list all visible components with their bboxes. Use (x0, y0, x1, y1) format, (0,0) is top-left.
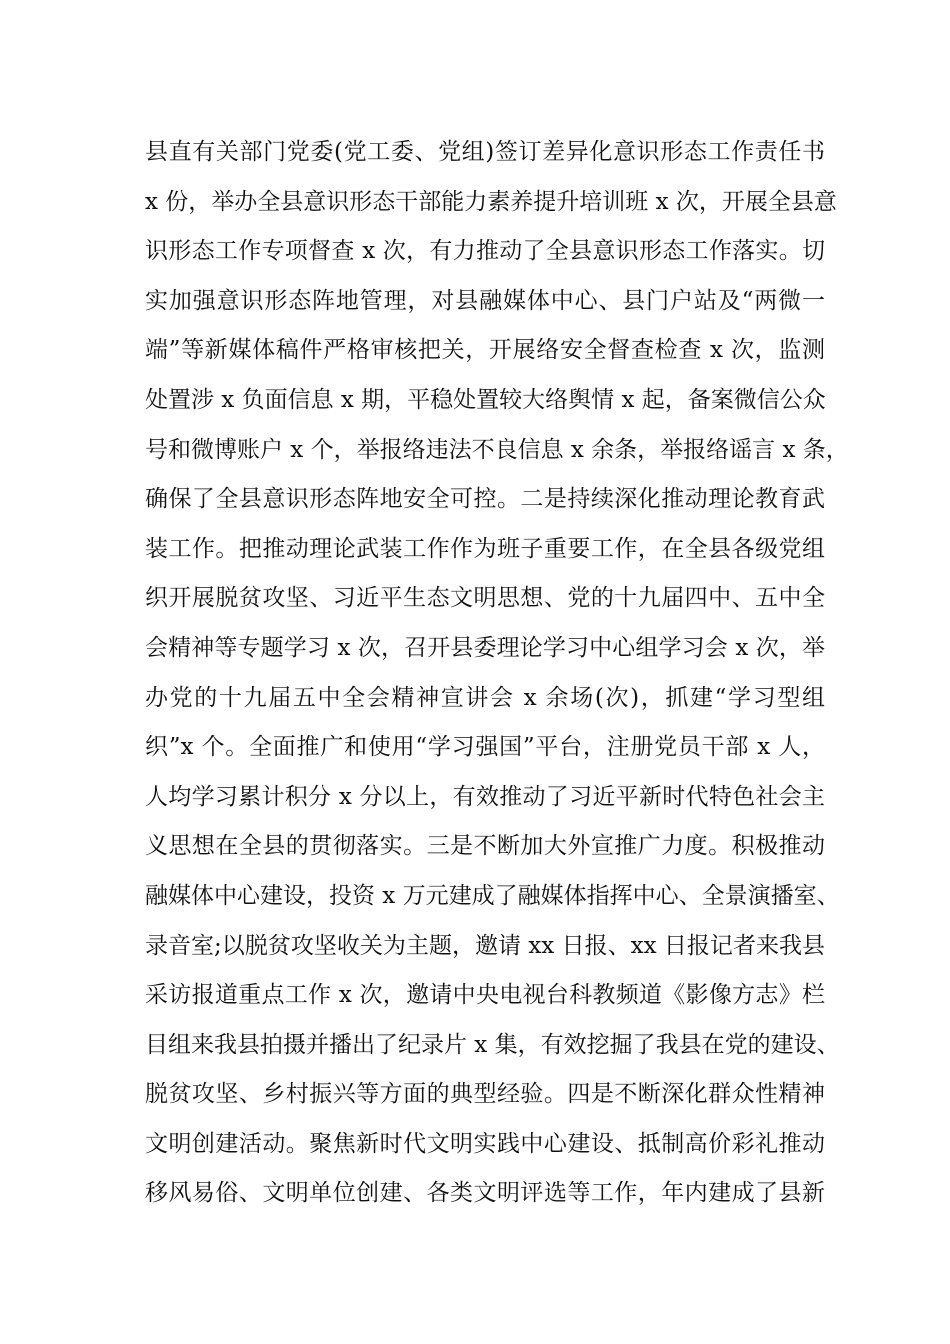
text-line: 融媒体中心建设，投资 x 万元建成了融媒体指挥中心、全景演播室、 (145, 882, 840, 909)
text-line: 脱贫攻坚、乡村振兴等方面的典型经验。四是不断深化群众性精神 (145, 1081, 825, 1108)
text-line: 移风易俗、文明单位创建、各类文明评选等工作，年内建成了县新 (145, 1180, 825, 1207)
text-line: 实加强意识形态阵地管理，对县融媒体中心、县门户站及“两微一 (145, 287, 825, 314)
text-line: x 份，举办全县意识形态干部能力素养提升培训班 x 次，开展全县意 (145, 188, 837, 215)
text-line: 义思想在全县的贯彻落实。三是不断加大外宣推广力度。积极推动 (145, 833, 825, 860)
text-line: 采访报道重点工作 x 次，邀请中央电视台科教频道《影像方志》栏 (145, 982, 825, 1009)
body-paragraph (145, 128, 849, 1219)
text-line: 识形态工作专项督查 x 次，有力推动了全县意识形态工作落实。切 (145, 238, 825, 265)
text-line: 会精神等专题学习 x 次，召开县委理论学习中心组学习会 x 次，举 (145, 634, 825, 661)
text-line: 文明创建活动。聚焦新时代文明实践中心建设、抵制高价彩礼推动 (145, 1130, 825, 1157)
text-line: 装工作。把推动理论武装工作作为班子重要工作，在全县各级党组 (145, 535, 825, 562)
text-line: 县直有关部门党委(党工委、党组)签订差异化意识形态工作责任书 (145, 139, 825, 165)
text-line: 人均学习累计积分 x 分以上，有效推动了习近平新时代特色社会主 (145, 783, 825, 810)
text-line: 织”x 个。全面推广和使用“学习强国”平台，注册党员干部 x 人， (145, 734, 825, 761)
text-line: 确保了全县意识形态阵地安全可控。二是持续深化推动理论教育武 (145, 486, 825, 513)
text-line: 处置涉 x 负面信息 x 期，平稳处置较大络舆情 x 起，备案微信公众 (145, 386, 826, 413)
text-line: 录音室;以脱贫攻坚收关为主题，邀请 xx 日报、xx 日报记者来我县 (145, 932, 825, 959)
text-line: 号和微博账户 x 个，举报络违法不良信息 x 余条，举报络谣言 x 条， (145, 436, 849, 463)
text-line: 办党的十九届五中全会精神宣讲会 x 余场(次)，抓建“学习型组 (145, 684, 825, 711)
text-line: 端”等新媒体稿件严格审核把关，开展络安全督查检查 x 次，监测 (145, 337, 825, 364)
text-line: 织开展脱贫攻坚、习近平生态文明思想、党的十九届四中、五中全 (145, 585, 825, 612)
text-line: 目组来我县拍摄并播出了纪录片 x 集，有效挖掘了我县在党的建设、 (145, 1031, 840, 1058)
